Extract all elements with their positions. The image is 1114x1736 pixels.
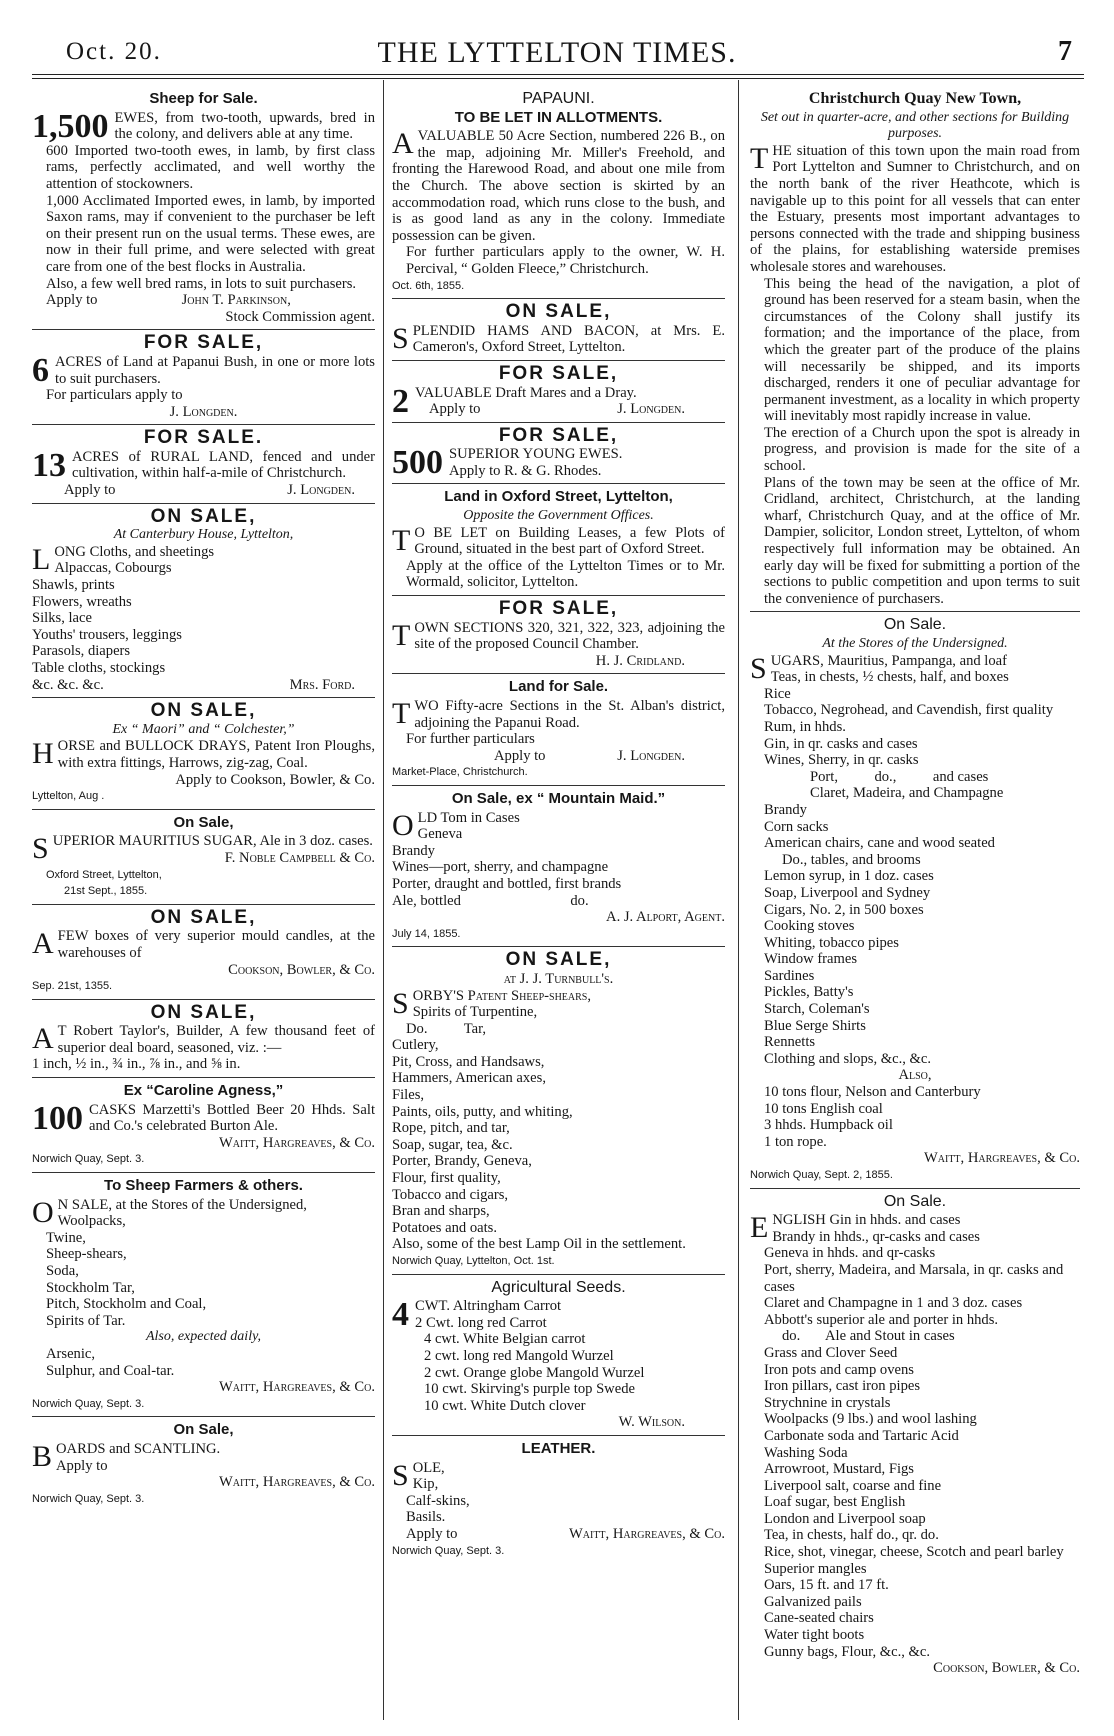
ad-text: Apply at the office of the Lyttelton Times or to Mr. Wormald, solicitor, Lyttelton. bbox=[406, 557, 725, 591]
ad-subheading: TO BE LET IN ALLOTMENTS. bbox=[454, 108, 663, 126]
ad-number: 6 bbox=[32, 351, 49, 389]
ad-caroline-agness bbox=[32, 1078, 375, 1173]
ad-subheading: At Canterbury House, Lyttelton, bbox=[113, 527, 294, 543]
ad-apply: Apply to R. & G. Rhodes. bbox=[449, 462, 602, 479]
ad-number: 2 bbox=[392, 382, 409, 420]
ad-apply: Apply to bbox=[429, 401, 481, 418]
ad-apply: Apply to bbox=[46, 292, 98, 309]
ad-heading: PAPAUNI. bbox=[522, 90, 595, 107]
list-item: ORBY'S Patent Sheep-shears, bbox=[412, 987, 592, 1004]
list-item: Rice bbox=[764, 685, 791, 702]
list-item: Iron pots and camp ovens bbox=[764, 1361, 914, 1378]
list-item: UGARS, Mauritius, Pampanga, and loaf bbox=[770, 652, 1007, 669]
ad-subheading: At the Stores of the Undersigned. bbox=[822, 636, 1008, 651]
list-item: Teas, in chests, ½ chests, half, and boxes bbox=[770, 669, 1009, 686]
ad-number: 1,500 bbox=[32, 107, 109, 145]
column-divider bbox=[383, 80, 384, 1720]
ad-heading: Ex “Caroline Agness,” bbox=[123, 1082, 284, 1100]
ad-heading: FOR SALE, bbox=[498, 424, 619, 446]
list-item: Rennetts bbox=[764, 1034, 816, 1051]
ad-text: The erection of a Church upon the spot is already in progress, and provision is made for the site of a school. bbox=[764, 424, 1080, 475]
list-item: Starch, Coleman's bbox=[764, 1001, 870, 1018]
ad-text: 1 inch, ½ in., ¾ in., ⅞ in., and ⅝ in. bbox=[32, 1056, 241, 1073]
list-item: Silks, lace bbox=[32, 610, 92, 627]
ad-text: OARDS and SCANTLING. bbox=[56, 1440, 221, 1457]
ad-date: Sep. 21st, 1355. bbox=[32, 980, 113, 993]
masthead-rule-2 bbox=[32, 78, 1084, 79]
ad-name: Waitt, Hargreaves, & Co. bbox=[219, 1134, 375, 1151]
list-item: Soda, bbox=[46, 1263, 79, 1279]
list-item: Superior mangles bbox=[764, 1560, 867, 1577]
ad-place: Lyttelton, Aug . bbox=[32, 790, 105, 803]
list-item: Rice, shot, vinegar, cheese, Scotch and pearl barley bbox=[764, 1544, 1064, 1561]
ad-heading: On Sale. bbox=[883, 1192, 947, 1210]
ad-subheading: Also, expected daily, bbox=[145, 1329, 262, 1345]
list-item: 10 cwt. Skirving's purple top Swede bbox=[424, 1381, 635, 1398]
ad-town-sections bbox=[392, 596, 725, 674]
ad-name: Waitt, Hargreaves, & Co. bbox=[569, 1525, 725, 1542]
list-item: Gunny bags, Flour, &c., &c. bbox=[764, 1643, 931, 1660]
list-item: Youths' trousers, leggings bbox=[32, 626, 182, 643]
ad-text: For further particulars apply to the owner, W. H. Percival, “ Golden Fleece,” Christchurch. bbox=[406, 244, 725, 277]
ad-text: SUPERIOR YOUNG EWES. bbox=[449, 446, 623, 463]
ad-leather bbox=[392, 1436, 725, 1563]
list-item: 10 tons flour, Nelson and Canterbury bbox=[764, 1084, 981, 1101]
list-item: Cooking stoves bbox=[764, 918, 855, 935]
drop-cap: A bbox=[392, 127, 414, 161]
list-item: CWT. Altringham Carrot bbox=[415, 1298, 562, 1315]
ad-text: VALUABLE 50 Acre Section, numbered 226 B., on the map, adjoining Mr. Miller's Freehold, and fronting the Harewood Road, and about one mile from the Church. The above section is skirted by an accommodation road, which runs close to the bush, and is as good land as any in the colony. Immediate possession can be given. bbox=[392, 128, 725, 244]
ad-text: 1,000 Acclimated Imported ewes, in lamb, by imported Saxon rams, may if convenient to the purchaser be left on their present run on the usual terms. These ewes, are now in their full prime, and were selected with great care from one of the best flocks in Australia. bbox=[46, 192, 375, 275]
ad-date: Oct. 6th, 1855. bbox=[392, 279, 465, 292]
ad-draft-mares bbox=[392, 361, 725, 423]
drop-cap: T bbox=[392, 523, 411, 557]
list-item: Porter, draught and bottled, first brands bbox=[392, 875, 622, 892]
list-item: Oars, 15 ft. and 17 ft. bbox=[764, 1577, 889, 1594]
ad-sheep-farmers bbox=[32, 1173, 375, 1417]
list-item: 3 hhds. Humpback oil bbox=[764, 1117, 893, 1134]
ad-heading: Sheep for Sale. bbox=[149, 90, 258, 107]
ad-name: J. Longden. bbox=[617, 747, 685, 764]
list-item: Alpaccas, Cobourgs bbox=[54, 560, 172, 577]
drop-cap: S bbox=[392, 321, 409, 355]
ad-rural-land bbox=[32, 425, 375, 503]
list-item: Pit, Cross, and Handsaws, bbox=[392, 1053, 545, 1070]
drop-cap: S bbox=[392, 986, 409, 1020]
ad-heading: ON SALE, bbox=[150, 1001, 257, 1023]
list-item: &c. &c. &c. bbox=[32, 676, 104, 693]
list-item: Soap, sugar, tea, &c. bbox=[392, 1136, 513, 1153]
ad-text: CASKS Marzetti's Bottled Beer 20 Hhds. Salt and Co.'s celebrated Burton Ale. bbox=[89, 1101, 375, 1135]
ad-text: O BE LET on Building Leases, a few Plots of Ground, situated in the best part of Oxford Street. bbox=[414, 524, 725, 558]
list-item: Basils. bbox=[406, 1509, 446, 1526]
list-item: Washing Soda bbox=[764, 1444, 848, 1461]
list-item: 10 cwt. White Dutch clover bbox=[424, 1397, 586, 1414]
list-item: Lemon syrup, in 1 doz. cases bbox=[764, 868, 934, 885]
drop-cap: S bbox=[32, 832, 49, 866]
column-3 bbox=[750, 86, 1080, 1681]
ad-boards-scantling bbox=[32, 1417, 375, 1511]
list-item: 1 ton rope. bbox=[764, 1133, 827, 1150]
ad-apply: Apply to bbox=[406, 1525, 458, 1542]
list-item: American chairs, cane and wood seated bbox=[764, 835, 995, 852]
list-item: Wines, Sherry, in qr. casks bbox=[764, 752, 919, 769]
ad-place: Norwich Quay, Sept. 3. bbox=[32, 1153, 145, 1166]
list-item: Woolpacks, bbox=[57, 1213, 126, 1230]
ad-young-ewes bbox=[392, 423, 725, 485]
list-item: Galvanized pails bbox=[764, 1593, 862, 1610]
list-item: Calf-skins, bbox=[406, 1492, 470, 1509]
list-item: Twine, bbox=[46, 1229, 86, 1246]
ad-agricultural-seeds bbox=[392, 1275, 725, 1436]
list-item: Cutlery, bbox=[392, 1037, 439, 1054]
ad-text: Plans of the town may be seen at the office of Mr. Cridland, architect, Christchurch, at the landing wharf, Christchurch Quay, and at the office of Mr. Dampier, solicitor, London street, Lyttelton, of whom respectively full information may be obtained. An early day will be fixed for submitting a portion of the sections to public competition and upon terms to suit the convenience of purchasers. bbox=[764, 474, 1080, 607]
ad-sheep-for-sale bbox=[32, 86, 375, 330]
drop-cap: S bbox=[392, 1458, 409, 1492]
list-item: Claret and Champagne in 1 and 3 doz. cases bbox=[764, 1295, 1023, 1312]
ad-apply: Apply to bbox=[494, 747, 546, 764]
list-item: Sardines bbox=[764, 967, 815, 984]
ad-text: 600 Imported two-tooth ewes, in lamb, by first class rams, perfectly acclimated, and well worthy the attention of stockowners. bbox=[46, 142, 375, 192]
ad-oxford-street bbox=[392, 484, 725, 596]
drop-cap: A bbox=[32, 1022, 54, 1056]
ad-christchurch-quay bbox=[750, 86, 1080, 612]
list-item: Water tight boots bbox=[764, 1627, 865, 1644]
ad-name: Waitt, Hargreaves, & Co. bbox=[219, 1474, 375, 1491]
ad-text: VALUABLE Draft Mares and a Dray. bbox=[415, 384, 637, 401]
list-item: Shawls, prints bbox=[32, 577, 115, 594]
ad-heading: Christchurch Quay New Town, bbox=[808, 90, 1022, 107]
list-item: Arsenic, bbox=[46, 1345, 96, 1362]
ad-heading: ON SALE, bbox=[150, 505, 257, 527]
ad-text: PLENDID HAMS AND BACON, at Mrs. E. Cameron's, Oxford Street, Lyttelton. bbox=[412, 322, 725, 356]
list-item: Geneva in hhds. and qr-casks bbox=[764, 1245, 936, 1262]
drop-cap: T bbox=[750, 141, 769, 175]
ad-name: J. Longden. bbox=[287, 482, 355, 499]
newspaper-title: THE LYTTELTON TIMES. bbox=[377, 36, 737, 69]
list-item: Spirits of Turpentine, bbox=[412, 1004, 538, 1021]
ad-text: ACRES of RURAL LAND, fenced and under cultivation, within half-a-mile of Christchurch. bbox=[72, 448, 375, 482]
ad-place: Norwich Quay, Sept. 3. bbox=[392, 1544, 505, 1557]
ad-name: Cookson, Bowler, & Co. bbox=[933, 1660, 1080, 1677]
ad-place: Norwich Quay, Sept. 3. bbox=[32, 1492, 145, 1505]
list-item: Carbonate soda and Tartaric Acid bbox=[764, 1427, 959, 1444]
drop-cap: B bbox=[32, 1439, 53, 1473]
list-item: Soap, Liverpool and Sydney bbox=[764, 884, 931, 901]
list-item: Grass and Clover Seed bbox=[764, 1344, 898, 1361]
drop-cap: T bbox=[392, 618, 411, 652]
drop-cap: O bbox=[32, 1195, 54, 1229]
ad-mountain-maid bbox=[392, 786, 725, 947]
ad-land-for-sale bbox=[392, 674, 725, 786]
ad-name: J. Longden. bbox=[617, 401, 685, 418]
ad-date: 21st Sept., 1855. bbox=[64, 885, 148, 898]
list-item: Liverpool salt, coarse and fine bbox=[764, 1477, 942, 1494]
ad-place: Norwich Quay, Sept. 2, 1855. bbox=[750, 1169, 893, 1181]
ad-name: Waitt, Hargreaves, & Co. bbox=[924, 1150, 1080, 1167]
list-item: Woolpacks (9 lbs.) and wool lashing bbox=[764, 1411, 977, 1428]
list-item: Blue Serge Shirts bbox=[764, 1017, 866, 1034]
ad-text: UPERIOR MAURITIUS SUGAR, Ale in 3 doz. cases. bbox=[52, 833, 373, 850]
ad-english-gin bbox=[750, 1189, 1080, 1681]
ad-name: Mrs. Ford. bbox=[289, 676, 355, 693]
list-item: Hammers, American axes, bbox=[392, 1070, 546, 1087]
ad-heading: On Sale, bbox=[173, 1421, 234, 1439]
ad-papanui-allotments bbox=[392, 86, 725, 299]
list-item: Sulphur, and Coal-tar. bbox=[46, 1362, 175, 1379]
list-item: Also, some of the best Lamp Oil in the settlement. bbox=[392, 1236, 686, 1253]
list-item: Rum, in hhds. bbox=[764, 718, 846, 735]
ad-place: Oxford Street, Lyttelton, bbox=[46, 868, 162, 881]
ad-name: Cookson, Bowler, & Co. bbox=[228, 961, 375, 978]
ad-place: Market-Place, Christchurch. bbox=[392, 766, 528, 779]
ad-canterbury-house bbox=[32, 504, 375, 699]
list-item: Clothing and slops, &c., &c. bbox=[764, 1050, 932, 1067]
list-item: Brandy in hhds., qr-casks and cases bbox=[772, 1228, 980, 1245]
ad-horse-drays bbox=[32, 698, 375, 810]
ad-deal-board bbox=[32, 1000, 375, 1078]
ad-turnbull bbox=[392, 947, 725, 1274]
ad-heading: ON SALE, bbox=[505, 949, 612, 971]
list-item: Whiting, tobacco pipes bbox=[764, 934, 899, 951]
ad-number: 500 bbox=[392, 444, 443, 482]
list-item: Table cloths, stockings bbox=[32, 660, 166, 676]
ad-text: Also, a few well bred rams, in lots to suit purchasers. bbox=[46, 275, 357, 292]
list-item: Paints, oils, putty, and whiting, bbox=[392, 1103, 573, 1120]
ad-stores-undersigned bbox=[750, 612, 1080, 1188]
list-item: LD Tom in Cases bbox=[417, 809, 520, 826]
list-item: Potatoes and oats. bbox=[392, 1219, 497, 1236]
ad-text: HE situation of this town upon the main road from Port Lyttelton and Sumner to Christchurch, and on the north bank of the river Heathcote, which is navigable up to this point for all vessels that can enter the Estuary, presents most important advantages to persons connected with the trade and shipping business of the plains, for establishing waterside premises wholesale stores and warehouses. bbox=[750, 142, 1080, 275]
drop-cap: T bbox=[392, 697, 411, 730]
list-item: Iron pillars, cast iron pipes bbox=[764, 1378, 921, 1395]
ad-role: Stock Commission agent. bbox=[225, 308, 375, 325]
ad-heading: ON SALE, bbox=[150, 700, 257, 722]
list-item: 2 cwt. long red Mangold Wurzel bbox=[424, 1347, 614, 1364]
ad-name: W. Wilson. bbox=[618, 1414, 685, 1431]
list-item: Window frames bbox=[764, 951, 858, 968]
column-1 bbox=[32, 86, 375, 1511]
ad-name: H. J. Cridland. bbox=[595, 652, 685, 669]
ad-subheading: Also, bbox=[898, 1067, 932, 1084]
list-item: Port, do., and cases bbox=[810, 768, 989, 785]
list-item: Parasols, diapers bbox=[32, 643, 131, 660]
list-item: Flour, first quality, bbox=[392, 1170, 501, 1187]
ad-heading: FOR SALE, bbox=[498, 362, 619, 384]
list-item: Abbott's superior ale and porter in hhds. bbox=[764, 1311, 999, 1328]
ad-papanui-bush bbox=[32, 330, 375, 425]
list-item: Porter, Brandy, Geneva, bbox=[392, 1153, 532, 1170]
list-item: Geneva bbox=[417, 826, 463, 843]
list-item: Rope, pitch, and tar, bbox=[392, 1120, 510, 1137]
ad-text: ACRES of Land at Papanui Bush, in one or more lots to suit purchasers. bbox=[55, 353, 375, 387]
ad-text: N SALE, at the Stores of the Undersigned, bbox=[57, 1196, 307, 1213]
ad-heading: LEATHER. bbox=[521, 1439, 596, 1457]
list-item: Tobacco and cigars, bbox=[392, 1186, 509, 1203]
drop-cap: E bbox=[750, 1211, 769, 1245]
ad-number: 13 bbox=[32, 446, 66, 484]
ad-heading: Land for Sale. bbox=[508, 678, 609, 696]
list-item: OLE, bbox=[412, 1459, 445, 1476]
ad-text: ORSE and BULLOCK DRAYS, Patent Iron Ploughs, with extra fittings, Harrows, zig-zag, Coal. bbox=[57, 738, 375, 771]
ad-hams-bacon bbox=[392, 299, 725, 361]
ad-heading: To Sheep Farmers & others. bbox=[104, 1177, 303, 1195]
list-item: Pitch, Stockholm and Coal, bbox=[46, 1296, 207, 1313]
ad-apply: For particulars apply to bbox=[46, 387, 183, 404]
list-item: Tobacco, Negrohead, and Cavendish, first quality bbox=[764, 702, 1054, 719]
ad-date: July 14, 1855. bbox=[392, 927, 461, 940]
ad-name: J. Longden. bbox=[169, 403, 238, 420]
list-item: Ale, bottled do. bbox=[392, 892, 589, 909]
column-divider bbox=[738, 80, 739, 1720]
list-item: Strychnine in crystals bbox=[764, 1394, 891, 1411]
ad-name: F. Noble Campbell & Co. bbox=[224, 849, 375, 866]
list-item: Do. Tar, bbox=[406, 1020, 487, 1037]
ad-mauritius-sugar bbox=[32, 810, 375, 905]
masthead-rule bbox=[32, 74, 1084, 75]
ad-place: Norwich Quay, Lyttelton, Oct. 1st. bbox=[392, 1255, 555, 1267]
list-item: 10 tons English coal bbox=[764, 1100, 883, 1117]
list-item: Wines—port, sherry, and champagne bbox=[392, 859, 609, 876]
ad-text: OWN SECTIONS 320, 321, 322, 323, adjoining the site of the proposed Council Chamber. bbox=[414, 619, 725, 653]
ad-name: Waitt, Hargreaves, & Co. bbox=[219, 1379, 375, 1396]
drop-cap: A bbox=[32, 927, 54, 961]
ad-place: Norwich Quay, Sept. 3. bbox=[32, 1397, 145, 1410]
ad-heading: FOR SALE, bbox=[498, 598, 619, 620]
list-item: do. Ale and Stout in cases bbox=[782, 1328, 955, 1345]
ad-number: 100 bbox=[32, 1099, 83, 1137]
ad-text: This being the head of the navigation, a plot of ground has been reserved for a steam basin, when the circumstances of the Colony shall justify its formation; and the importance of the place, from which the greater part of the produce of the plains will necessarily be shipped, and its imports discharged, renders it one of peculiar advantage for permanent investment, as a locality in which property will inevitably most rapidly increase in value. bbox=[764, 275, 1080, 425]
list-item: Loaf sugar, best English bbox=[764, 1494, 906, 1511]
list-item: Kip, bbox=[412, 1476, 439, 1493]
list-item: Cigars, No. 2, in 500 boxes bbox=[764, 901, 924, 918]
column-2 bbox=[392, 86, 725, 1563]
list-item: Arrowroot, Mustard, Figs bbox=[764, 1461, 914, 1478]
masthead bbox=[32, 36, 1082, 70]
page-number: 7 bbox=[1058, 36, 1072, 67]
ad-heading: On Sale, ex “ Mountain Maid.” bbox=[451, 789, 666, 807]
issue-date: Oct. 20. bbox=[66, 38, 162, 65]
ad-candles bbox=[32, 905, 375, 1000]
ad-subheading: Opposite the Government Offices. bbox=[463, 508, 654, 524]
ad-apply: Apply to Cookson, Bowler, & Co. bbox=[175, 771, 375, 788]
ad-text: For further particulars bbox=[406, 731, 535, 748]
list-item: 2 Cwt. long red Carrot bbox=[415, 1314, 547, 1331]
ad-subheading: Ex “ Maori” and “ Colchester,” bbox=[112, 721, 295, 737]
drop-cap: S bbox=[750, 651, 767, 685]
ad-heading: ON SALE, bbox=[505, 301, 612, 323]
ad-number: 4 bbox=[392, 1296, 409, 1334]
drop-cap: L bbox=[32, 542, 51, 576]
list-item: NGLISH Gin in hhds. and cases bbox=[772, 1212, 961, 1229]
list-item: Tea, in chests, half do., qr. do. bbox=[764, 1527, 939, 1544]
list-item: Do., tables, and brooms bbox=[782, 851, 921, 868]
list-item: Spirits of Tar. bbox=[46, 1312, 126, 1329]
list-item: Pickles, Batty's bbox=[764, 984, 854, 1001]
ad-heading: On Sale. bbox=[883, 616, 947, 634]
list-item: Bran and sharps, bbox=[392, 1203, 490, 1220]
ad-apply: Apply to bbox=[64, 482, 116, 499]
ad-heading: FOR SALE, bbox=[143, 332, 264, 354]
ad-heading: ON SALE, bbox=[150, 906, 257, 928]
ad-heading: Agricultural Seeds. bbox=[491, 1278, 626, 1296]
list-item: Claret, Madeira, and Champagne bbox=[810, 785, 1004, 802]
ad-heading: FOR SALE. bbox=[143, 427, 264, 449]
ad-text: T Robert Taylor's, Builder, A few thousand feet of superior deal board, seasoned, viz. :— bbox=[57, 1023, 375, 1056]
ad-heading: On Sale, bbox=[173, 813, 234, 831]
list-item: Brandy bbox=[764, 801, 807, 818]
drop-cap: H bbox=[32, 737, 54, 771]
ad-subheading: at J. J. Turnbull's. bbox=[503, 970, 614, 987]
drop-cap: O bbox=[392, 808, 414, 842]
ad-name: A. J. Alport, Agent. bbox=[606, 909, 725, 926]
list-item: Files, bbox=[392, 1087, 425, 1104]
ad-subheading: Set out in quarter-acre, and other sections for Building purposes. bbox=[760, 109, 1070, 142]
list-item: Flowers, wreaths bbox=[32, 593, 132, 610]
ad-text: WO Fifty-acre Sections in the St. Alban's district, adjoining the Papanui Road. bbox=[414, 698, 725, 731]
list-item: 4 cwt. White Belgian carrot bbox=[424, 1331, 586, 1348]
ad-text: EWES, from two-tooth, upwards, bred in the colony, and delivers able at any time. bbox=[114, 109, 375, 143]
ad-name: John T. Parkinson, bbox=[181, 292, 291, 309]
list-item: Port, sherry, Madeira, and Marsala, in qr. casks and cases bbox=[764, 1261, 1064, 1295]
ad-apply: Apply to bbox=[56, 1457, 108, 1474]
list-item: 2 cwt. Orange globe Mangold Wurzel bbox=[424, 1364, 645, 1381]
ad-heading: Land in Oxford Street, Lyttelton, bbox=[444, 488, 673, 506]
list-item: Stockholm Tar, bbox=[46, 1279, 135, 1296]
list-item: Corn sacks bbox=[764, 818, 829, 835]
list-item: Brandy bbox=[392, 842, 435, 859]
ad-text: FEW boxes of very superior mould candles, at the warehouses of bbox=[57, 928, 375, 961]
list-item: London and Liverpool soap bbox=[764, 1510, 926, 1527]
list-item: Cane-seated chairs bbox=[764, 1610, 874, 1627]
list-item: Gin, in qr. casks and cases bbox=[764, 735, 918, 752]
list-item: Sheep-shears, bbox=[46, 1246, 127, 1263]
list-item: ONG Cloths, and sheetings bbox=[54, 543, 215, 560]
